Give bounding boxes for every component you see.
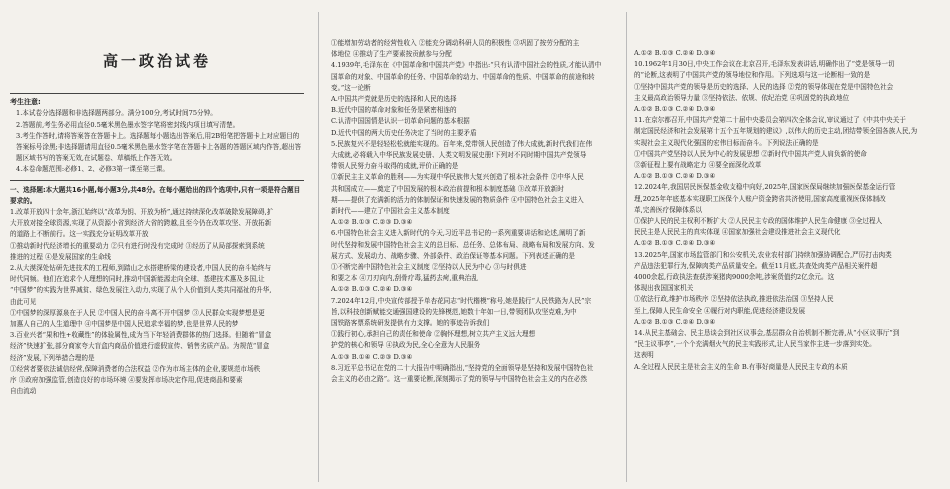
text-line: ①践行初心,承担自己的责任和使命 ②胸怀理想,树立共产主义远大理想 <box>331 330 536 339</box>
text-line: 3.百业兴者“果和性+收藏性”的体验属性,成为当下年轻消费群体的热门选择。但随着“冒盒 <box>10 331 272 340</box>
text-line: 10.1962年1月30日,中央工作会议在北京召开,毛泽东发表讲话,明确作出了“党是领导一切 <box>634 60 895 69</box>
exam-title: 高一政治试卷 <box>102 52 211 70</box>
question-block <box>10 207 304 397</box>
text-line: 经济”发展,下列举措合理的是 <box>10 353 95 362</box>
text-line: 实现社会主义现代化强国的宏伟目标而奋斗。下列说法正确的是 <box>634 138 819 147</box>
text-line: A.①② B.①③ C.②④ D.③④ <box>634 317 716 326</box>
text-line: ①中国梦的深厚源泉在于人民 ②中国人民的奋斗离不开中国梦 ③人民群众实现梦想是更 <box>10 308 265 317</box>
text-line: 变。”这一论断 <box>331 83 371 92</box>
text-line: 国革命的对象、中国革命的任务、中国革命的动力、中国革命的性质、中国革命的前途和转 <box>331 72 595 81</box>
text-line: 时代同频。他们在追求个人理想的同时,推动中国新能源走向全球、基建技术惠及多国,让 <box>10 275 265 284</box>
text-line: 护党的核心和领导 ④执政为民,全心全意为人民服务 <box>331 341 481 350</box>
text-line: 的”论断,这表明了中国共产党的领导地位和作用。下列选项与这一论断相一致的是 <box>634 71 871 80</box>
text-line: A.全过程人民民主是社会主义的生命 B.有事好商量是人民民主专政的本质 <box>634 362 848 371</box>
text-line: ①中国共产党坚持以人民为中心的发展思想 ②新时代中国共产党人肩负新的使命 <box>634 149 867 158</box>
column-2 <box>325 0 625 489</box>
text-line: 由此可见 <box>10 297 37 306</box>
text-line: 5.民族复兴不是轻轻松松就能实现的。百年来,党带领人民创造了伟大成就,新时代我们在伟 <box>331 139 593 148</box>
text-line: 产品违法犯罪行为,保障肉类产品质量安全。截至11月底,共查处肉类产品相关案件超 <box>634 261 878 270</box>
text-line: A.①② B.①③ C.②④ D.③④ <box>634 49 716 57</box>
text-line: A.①② B.①③ C.②④ D.③④ <box>634 105 716 114</box>
text-line: 2.从大漠深处钻研先进技术的工程师,到踏山之水搭建桥梁的建设者,中国人民的奋斗始终与 <box>10 264 272 273</box>
text-line: 大成就,必将载入中华民族发展史册、人类文明发展史册!下列对不同时期中国共产党领导 <box>331 151 587 160</box>
text-line: 体现出我国国家机关 <box>634 284 694 293</box>
text-line: B.近代中国的革命对象和任务是紧密相连的 <box>331 106 457 115</box>
notice-heading: 考生注意: <box>10 98 41 107</box>
text-line: 经济”快速扩张,部分商家夸大盲盒内商品价值进行虚假宣传、销售劣质产品。为规范“冒盒 <box>10 342 270 351</box>
text-line: 14.从民主基础会、民主恳谈会到社区议事会,基层群众自治机制不断完善,从“小区议事厅”到 <box>634 329 900 338</box>
text-line: ①不断完善中国特色社会主义制度 ②坚持以人民为中心 ③与时俱进 <box>331 263 527 272</box>
text-line: ①推动新时代经济增长的重要动力 ②只有进行时没有完成时 ③经历了从局部探索到系统 <box>10 241 265 250</box>
text-line: 推进的过程 ④是发展国家的生命线 <box>10 252 112 261</box>
divider <box>10 180 304 181</box>
text-line: ③新征程上要有战略定力 ④要全面深化改革 <box>634 161 762 170</box>
notice-item: 2.答题前,考生务必用直径0.5毫米黑色墨水签字笔将密封线内项目填写清楚。 <box>16 120 240 129</box>
text-line: ①保护人民的民主权利不断扩大 ②人民民主专政的国体维护人民生命健康 ③全过程人 <box>634 217 883 226</box>
text-line: 理,2025年年底基本实现职工医保个人账户资金跨省共济使用,国家高度重视医保体制改 <box>634 194 886 203</box>
text-line: 会主义的必由之路”。这一重要论断,深刻揭示了党的领导与中国特色社会主义的内在必然 <box>331 375 588 384</box>
text-line: 展方式、发展动力、战略步骤、外部条件、政治保证等基本问题。下列表述正确的是 <box>331 251 575 260</box>
text-line: 4.1939年,毛泽东在《中国革命和中国共产党》中指出:“只有认清中国社会的性质,才能认清中 <box>331 61 602 70</box>
text-line: “民主议事亭”,一个个充满烟火气的民主实践形式,让人民当家作主进一步落到实处。 <box>634 340 876 349</box>
text-line: 至上,保障人民生命安全 ④履行对内职能,促进经济建设发展 <box>634 306 806 315</box>
question-block <box>331 38 619 385</box>
text-line: 共和国成立——奠定了中国发展的根本政治前提和根本制度基础 ③改革开放新时 <box>331 184 564 193</box>
question-block <box>634 48 940 373</box>
divider <box>10 93 304 94</box>
text-line: ①能增加劳动者的经营性收入 ②能充分调动科研人员的积极性 ③巩固了按劳分配的主 <box>331 39 580 47</box>
section-heading: 一、选择题:本大题共16小题,每小题3分,共48分。在每小题给出的四个选项中,只有一项是符合题目要求的。 <box>10 185 301 205</box>
text-line: 新时代——建立了中国社会主义基本制度 <box>331 207 450 216</box>
text-line: 加惠人自己的人生道理中 ④中国梦是中国人民追求幸福的梦,也是世界人民的梦 <box>10 320 239 329</box>
notice-item: 4.本卷命题范围:必修1、2、必修3第一课至第三课。 <box>16 165 169 174</box>
text-line: C.认清中国国情是认识一切革命问题的基本根据 <box>331 117 470 126</box>
text-line: 主义最高政治领导力量 ③坚持依法、依规、依纪治党 ④巩固党的执政地位 <box>634 93 850 102</box>
text-line: A.①② B.①③ C.②③ D.③④ <box>331 218 413 227</box>
text-line: 制定国民经济和社会发展第十五个五年规划的建议》,以伟大的历史主动,团结带领全国各族人民,为 <box>634 127 918 136</box>
text-line: ①新民主主义革命的胜利——为实现中华民族伟大复兴创造了根本社会条件 ②中华人民 <box>331 173 584 182</box>
notice-item: 1.本试卷分选择题和非选择题两部分。满分100分,考试时间75分钟。 <box>16 109 217 118</box>
text-line: ①依法行政,维护市场秩序 ②坚持依法执政,推进依法治国 ③坚持人民 <box>634 295 834 304</box>
text-line: D.近代中国的两大历史任务决定了当时的主要矛盾 <box>331 128 477 137</box>
text-line: 革,完善医疗保障体系以 <box>634 205 703 214</box>
text-line: 8.习近平总书记在党的二十大报告中明确指出,“坚持党的全面领导是坚持和发展中国特色社 <box>331 363 594 372</box>
text-line: ①坚持中国共产党的领导是历史的选择、人民的选择 ②党的领导体现在党是中国特色社会 <box>634 82 894 91</box>
text-line: 11.在京尔都召开,中国共产党第二十届中央委员会第四次全体会议,审议通过了《中共中央关于 <box>634 116 906 125</box>
text-line: 这表明 <box>634 351 654 360</box>
text-line: A.①② B.①③ C.②④ D.③④ <box>634 239 716 248</box>
text-line: 自由流动 <box>10 387 37 396</box>
notice-box <box>10 97 304 175</box>
text-line: 序 ③政府加强监管,创造良好的市场环境 ④要发挥市场决定作用,促进商品和要素 <box>10 376 243 385</box>
text-line: 的道路上不断前行。这一实践充分证明改革开放 <box>10 230 149 239</box>
text-line: 体地位 ④推动了生产要素按贡献参与分配 <box>331 50 452 59</box>
text-line: 4000余起,行政执法查获涉案猪肉9000余吨,涉案货值约2亿余元。这 <box>634 273 835 282</box>
text-line: A.中国共产党就是历史的选择和人民的选择 <box>331 95 457 104</box>
column-3 <box>628 0 946 489</box>
text-line: 旨,以科技创新赋能交通强国建设的先锋模范,她数十年如一日,带领团队攻坚克难,为中 <box>331 307 577 316</box>
column-divider <box>626 12 627 482</box>
text-line: 和要之本 ④刀刃向内,刮骨疗毒,猛药去疴,重典治乱 <box>331 274 478 283</box>
text-line: 1.改革开放四十余年,浙江始终以“改革为钥、开放为桥”,通过持续深化改革破除发展障碍,扩 <box>10 208 274 217</box>
text-line: 带领人民努力奋斗取得的成就,评价正确的是 <box>331 162 459 171</box>
text-line: A.①② B.①③ C.②④ D.③④ <box>634 172 716 181</box>
text-line: 6.中国特色社会主义进入新时代的今天,习近平总书记的一系列重要讲话和论述,阐明了新 <box>331 229 586 238</box>
text-line: 12.2024年,我国居民医保基金收支稳中向好,2025年,国家医保局继续加强医保基金运行管 <box>634 183 896 192</box>
column-1 <box>0 0 312 489</box>
text-line: A.①② B.①③ C.②④ D.③④ <box>331 285 413 294</box>
column-divider <box>318 12 319 482</box>
text-line: ①经营者要依法诚信经营,保障消费者的合法权益 ②作为市场主体的企业,要规范市场秩 <box>10 364 261 373</box>
text-line: 7.2024年12月,中央宣传部授予单杏花同志“时代楷模”称号,她是践行“人民铁路为人民”宗 <box>331 296 592 305</box>
text-line: 大开放对接全球资源,实现了从资源小省到经济大省的跨越,且至今仍在改革攻坚、开放拓新 <box>10 219 272 228</box>
text-line: 时代坚持和发展中国特色社会主义的总目标、总任务、总体布局、战略布局和发展方向、发 <box>331 240 595 249</box>
text-line: “中国梦”的实践为世界减贫、绿色发展注入动力,实现了从个人价值到人类共同福祉的升华, <box>10 286 272 295</box>
text-line: A.①③ B.①④ C.②③ D.③④ <box>331 352 413 361</box>
text-line: 期——提供了充满新的活力的体制保证和快速发展的物质条件 ④中国特色社会主义进入 <box>331 195 584 204</box>
text-line: 国铁路客票系统研发提供有力支撑。她的事迹告诉我们 <box>331 319 490 328</box>
text-line: 民民主是人民民主的真实体现 ④国家加强社会建设推进社会主义现代化 <box>634 228 841 237</box>
notice-item: 3.考生作答时,请将答案答在答题卡上。选择题每小题选出答案后,用2B铅笔把答题卡上对应题目的答案标号涂黑;非选择题请用直径0.5毫米黑色墨水签字笔在答题卡上各题的答题区域内作答,超出答题区域书写的答案无效,在试题卷、草稿纸上作答无效。 <box>16 131 302 163</box>
text-line: 13.2025年,国家市场监管部门和公安机关,农业农村部门持续加强协调配合,严厉打击肉类 <box>634 250 892 259</box>
